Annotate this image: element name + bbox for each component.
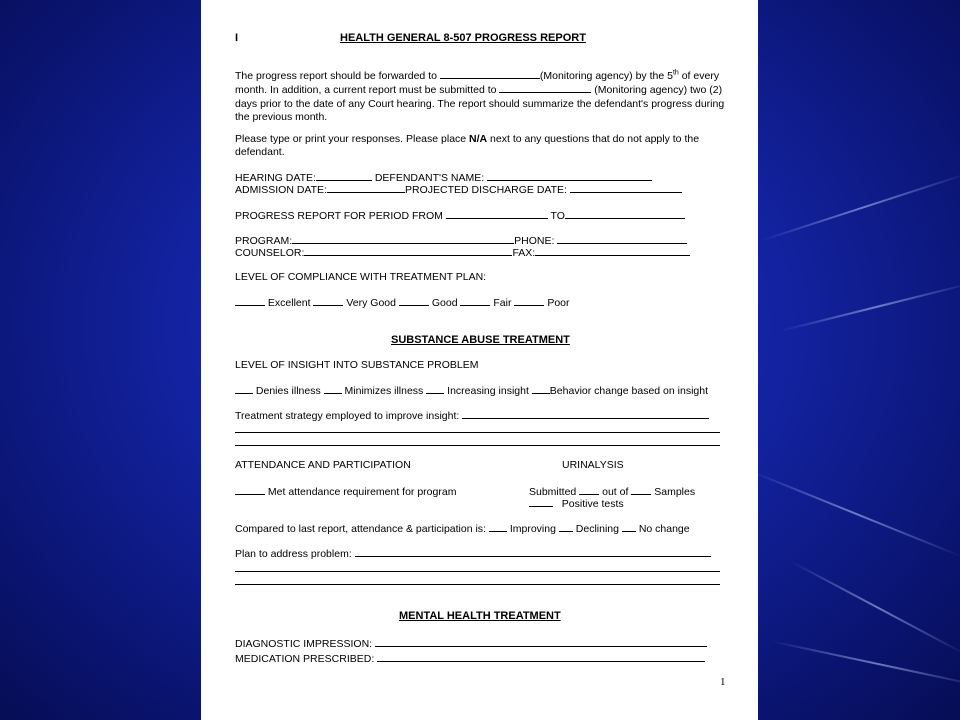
counselor-label: COUNSELOR: <box>235 247 305 259</box>
monitoring-agency-blank-2[interactable] <box>499 83 591 93</box>
instructions-na: N/A <box>469 133 488 145</box>
positive-tests-field[interactable] <box>529 497 553 507</box>
monitoring-agency-blank-1[interactable] <box>440 69 540 79</box>
program-field[interactable] <box>292 234 514 244</box>
positive-tests-row <box>529 497 624 511</box>
intro-text-2: (Monitoring agency) by the 5 <box>539 70 673 82</box>
program-label: PROGRAM: <box>235 235 293 247</box>
compared-option-improving: Improving <box>509 523 556 535</box>
period-to-label: TO <box>550 210 565 222</box>
intro-text-1: The progress report should be forwarded to <box>235 70 440 82</box>
mental-heading: MENTAL HEALTH TREATMENT <box>399 610 561 622</box>
instructions-text-2: next to any questions that do not apply to the defendant. <box>235 133 700 159</box>
defendant-name-label: DEFENDANT'S NAME: <box>374 172 485 184</box>
compared-option-no-change: No change <box>638 523 690 535</box>
plan-line-3[interactable] <box>235 584 720 585</box>
intro-paragraph <box>235 69 725 124</box>
compliance-option-very-good: Very Good <box>346 297 396 309</box>
compliance-blank[interactable] <box>313 296 343 306</box>
diagnostic-row <box>235 637 707 651</box>
medication-label: MEDICATION PRESCRIBED: <box>235 653 375 665</box>
compared-label: Compared to last report, attendance & participation is: <box>235 523 486 535</box>
intro-sup: th <box>672 69 679 77</box>
compliance-label: LEVEL OF COMPLIANCE WITH TREATMENT PLAN: <box>235 271 487 283</box>
diagnostic-label: DIAGNOSTIC IMPRESSION: <box>235 638 373 650</box>
hearing-date-field[interactable] <box>316 171 372 181</box>
compliance-option-poor: Poor <box>547 297 570 309</box>
plan-row <box>235 547 711 561</box>
compliance-options <box>235 296 570 310</box>
compared-blank[interactable] <box>622 522 636 532</box>
insight-blank[interactable] <box>532 384 550 394</box>
compared-blank[interactable] <box>559 522 573 532</box>
medication-field[interactable] <box>377 652 705 662</box>
intro-text-4: (Monitoring agency) two (2) days prior to the date of any Court hearing. The report should summarize the defendant's progress during the previous month. <box>235 84 725 123</box>
admission-date-label: ADMISSION DATE: <box>235 184 327 196</box>
insight-option-denies: Denies illness <box>255 385 321 397</box>
period-from-label: PROGRESS REPORT FOR PERIOD FROM <box>235 210 443 222</box>
compared-row <box>235 522 690 536</box>
page-number: 1 <box>720 676 726 688</box>
period-to-field[interactable] <box>565 209 685 219</box>
admission-date-field[interactable] <box>327 183 405 193</box>
period-row <box>235 209 685 223</box>
insight-option-minimizes: Minimizes illness <box>344 385 424 397</box>
compared-option-declining: Declining <box>575 523 619 535</box>
attendance-label: ATTENDANCE AND PARTICIPATION <box>235 459 411 471</box>
submitted-label: Submitted <box>529 486 577 498</box>
urinalysis-label: URINALYSIS <box>562 459 624 471</box>
samples-label: Samples <box>654 486 696 498</box>
compliance-blank[interactable] <box>235 296 265 306</box>
compliance-blank[interactable] <box>460 296 490 306</box>
compared-blank[interactable] <box>489 522 507 532</box>
document-title: HEALTH GENERAL 8-507 PROGRESS REPORT <box>340 32 586 44</box>
met-requirement-blank[interactable] <box>235 485 265 495</box>
strategy-field[interactable] <box>462 409 709 419</box>
plan-line-2[interactable] <box>235 571 720 572</box>
insight-option-increasing: Increasing insight <box>447 385 529 397</box>
strategy-line-3[interactable] <box>235 445 720 446</box>
insight-option-behavior-change: Behavior change based on insight <box>549 385 708 397</box>
strategy-row <box>235 409 709 423</box>
insight-blank[interactable] <box>235 384 253 394</box>
insight-blank[interactable] <box>426 384 444 394</box>
positive-tests-label: Positive tests <box>561 498 624 510</box>
defendant-name-field[interactable] <box>487 171 652 181</box>
met-requirement-label: Met attendance requirement for program <box>267 486 457 498</box>
admission-row <box>235 183 682 197</box>
header-mark: I <box>235 32 239 44</box>
strategy-label: Treatment strategy employed to improve insight: <box>235 410 460 422</box>
diagnostic-field[interactable] <box>375 637 707 647</box>
instructions-text-1: Please type or print your responses. Please place <box>235 133 470 145</box>
phone-field[interactable] <box>557 234 687 244</box>
insight-label: LEVEL OF INSIGHT INTO SUBSTANCE PROBLEM <box>235 359 479 371</box>
instructions-paragraph <box>235 133 725 160</box>
compliance-option-good: Good <box>431 297 458 309</box>
fax-field[interactable] <box>535 246 690 256</box>
met-requirement-row <box>235 485 456 499</box>
fax-label: FAX: <box>512 247 536 259</box>
phone-label: PHONE: <box>514 235 555 247</box>
samples-count-field[interactable] <box>631 485 651 495</box>
document-page <box>201 0 758 720</box>
compliance-option-fair: Fair <box>493 297 512 309</box>
compliance-blank[interactable] <box>514 296 544 306</box>
projected-discharge-label: PROJECTED DISCHARGE DATE: <box>404 184 567 196</box>
medication-row <box>235 652 705 666</box>
intro-text-3: of every month. In addition, a current report must be submitted to <box>235 70 720 97</box>
plan-field[interactable] <box>355 547 711 557</box>
substance-heading: SUBSTANCE ABUSE TREATMENT <box>391 334 570 346</box>
counselor-field[interactable] <box>304 246 512 256</box>
submitted-count-field[interactable] <box>579 485 599 495</box>
compliance-option-excellent: Excellent <box>267 297 311 309</box>
out-of-label: out of <box>602 486 629 498</box>
strategy-line-2[interactable] <box>235 432 720 433</box>
compliance-blank[interactable] <box>399 296 429 306</box>
insight-options <box>235 384 708 398</box>
insight-blank[interactable] <box>324 384 342 394</box>
period-from-field[interactable] <box>446 209 548 219</box>
projected-discharge-field[interactable] <box>570 183 682 193</box>
hearing-date-label: HEARING DATE: <box>235 172 316 184</box>
counselor-row <box>235 246 690 260</box>
plan-label: Plan to address problem: <box>235 548 352 560</box>
background-streaks <box>750 0 960 720</box>
